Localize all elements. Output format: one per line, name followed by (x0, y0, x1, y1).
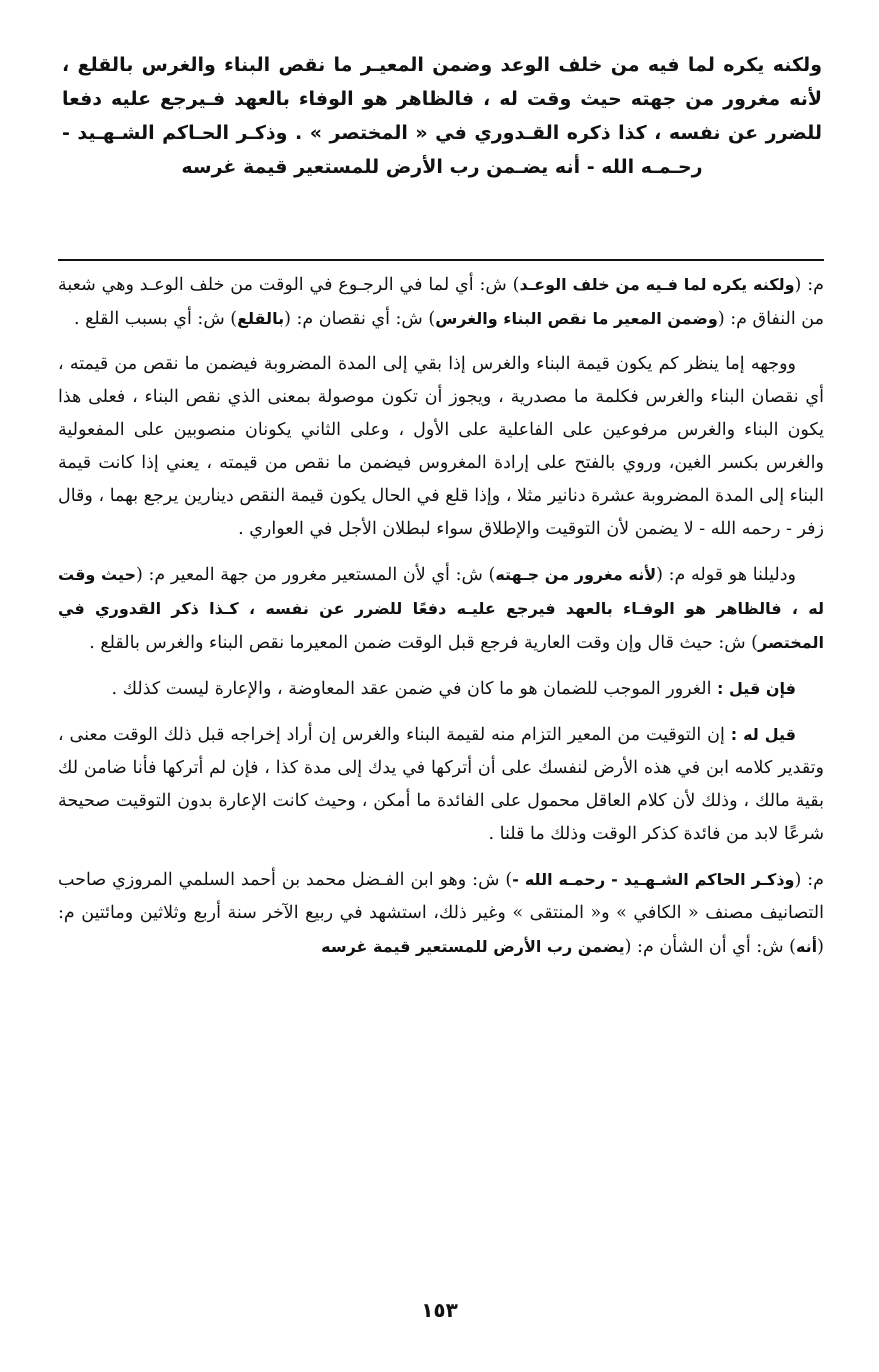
text: ) ش: حيث قال وإن وقت العارية فرجع قبل الوقت ضمن المعيرما نقص البناء والغرس بالقلع . (89, 633, 758, 653)
matn-block (62, 48, 822, 184)
text: ) ش: أي أن الشأن م: ( (624, 937, 796, 957)
quote: لأنه مغرور من جـهته (495, 565, 657, 584)
commentary-block (58, 268, 824, 976)
commentary-paragraph-2: ووجهه إما ينظر كم يكون قيمة البناء والغرس إذا بقي إلى المدة المضروبة فيضمن ما نقص من قيمته ، أي نقصان البناء والغرس فكلمة ما مصدرية ، ويجوز أن تكون موصولة بمعنى الذي نقص البناء ، فعلى هذا يكون البناء والغرس مرفوعين على الفاعلية على الأول ، وعلى الثاني يكونان منصوبين على المفعولية والغرس بكسر الغين، وروي بالفتح على إرادة المغروس فيضمن ما نقص من قيمته ، يعني إذا كانت قيمة البناء إلى المدة المضروبة عشرة دنانير مثلا ، وإذا قلع في الحال يكون قيمة النقص دينارين يرجع بهما ، وقال زفر - رحمه الله - لا يضمن لأن التوقيت والإطلاق سواء لبطلان الأجل في العواري . (58, 354, 824, 539)
quote: وضمن المعير ما نقص البناء والغرس (435, 309, 718, 328)
text: ) ش: أي لأن المستعير مغرور من جهة المعير م: ( (136, 565, 496, 585)
quote: وذكـر الحاكم الشـهـيد - رحمـه الله - (512, 870, 795, 889)
text: ) ش: وهو ابن الفـضل محمد بن أحمد السلمي المروزي صاحب التصانيف مصنف « الكافي » و« المنتقى » وغير ذلك، استشهد في ربيع الآخر سنة أربع وثلاثين ومائتين م: ( (58, 870, 824, 957)
quote: أنه (795, 937, 818, 956)
commentary-paragraph-5 (58, 718, 824, 851)
lead-phrase: قيل له : (730, 725, 796, 744)
text: إن التوقيت من المعير التزام منه لقيمة البناء والغرس إن أراد إخراجه قبل ذلك الوقت معنى ، وتقدير كلامه ابن في هذه الأرض لنفسك على أن أتركها في يدك إلى مدة كذا ، فإن لم أتركها فأنا ضامن لك بقية مالك ، وذلك لأن كلام العاقل محمول على الفائدة ما أمكن ، وحيث كانت الإعارة بدون التوقيت صحيحة شرعًا لابد من فائدة كذكر الوقت وذلك ما قلنا . (58, 725, 824, 844)
quote: بالقلع (237, 309, 285, 328)
divider-line (58, 259, 824, 261)
text: ) ش: أي نقصان م: ( (284, 309, 436, 329)
page-number: ١٥٣ (421, 1298, 458, 1322)
commentary-paragraph-4 (58, 672, 824, 706)
text: ) ش: أي بسبب القلع . (73, 309, 238, 329)
text: ) ش: أي لما في الرجـوع في الوقت من خلف الوعـد وهي شعبة من النفاق م: ( (58, 275, 824, 329)
text: م: ( (794, 870, 824, 890)
quote: ولكنه يكره لما فـيه من خلف الوعـد (519, 275, 795, 294)
quote: حيث وقت له ، فالظاهر هو الوفـاء بالعهد فيرجع عليـه دفعًا للضرر عن نفسه ، كـذا ذكر القدوري في المختصر (58, 565, 824, 652)
text: م: ( (794, 275, 824, 295)
commentary-paragraph-6 (58, 863, 824, 964)
commentary-paragraph-3 (58, 558, 824, 660)
lead-phrase: فإن قيل : (717, 679, 796, 698)
text: ودليلنا هو قوله م: ( (656, 565, 796, 585)
matn-text: ولكنه يكره لما فيه من خلف الوعد وضمن المعيـر ما نقص البناء والغرس بالقلع ، لأنه مغرور من جهته حيث وقت له ، فالظاهر هو الوفاء بالعهد فـيرجع عليه دفعا للضرر عن نفسه ، كذا ذكره القـدوري في « المختصر » . وذكـر الحـاكم الشـهـيد - رحـمـه الله - أنه يضـمن رب الأرض للمستعير قيمة غرسه (62, 54, 822, 178)
commentary-paragraph-1 (58, 268, 824, 336)
quote: يضمن رب الأرض للمستعير قيمة غرسه (321, 937, 625, 956)
text: الغرور الموجب للضمان هو ما كان في ضمن عقد المعاوضة ، والإعارة ليست كذلك . (111, 679, 712, 699)
